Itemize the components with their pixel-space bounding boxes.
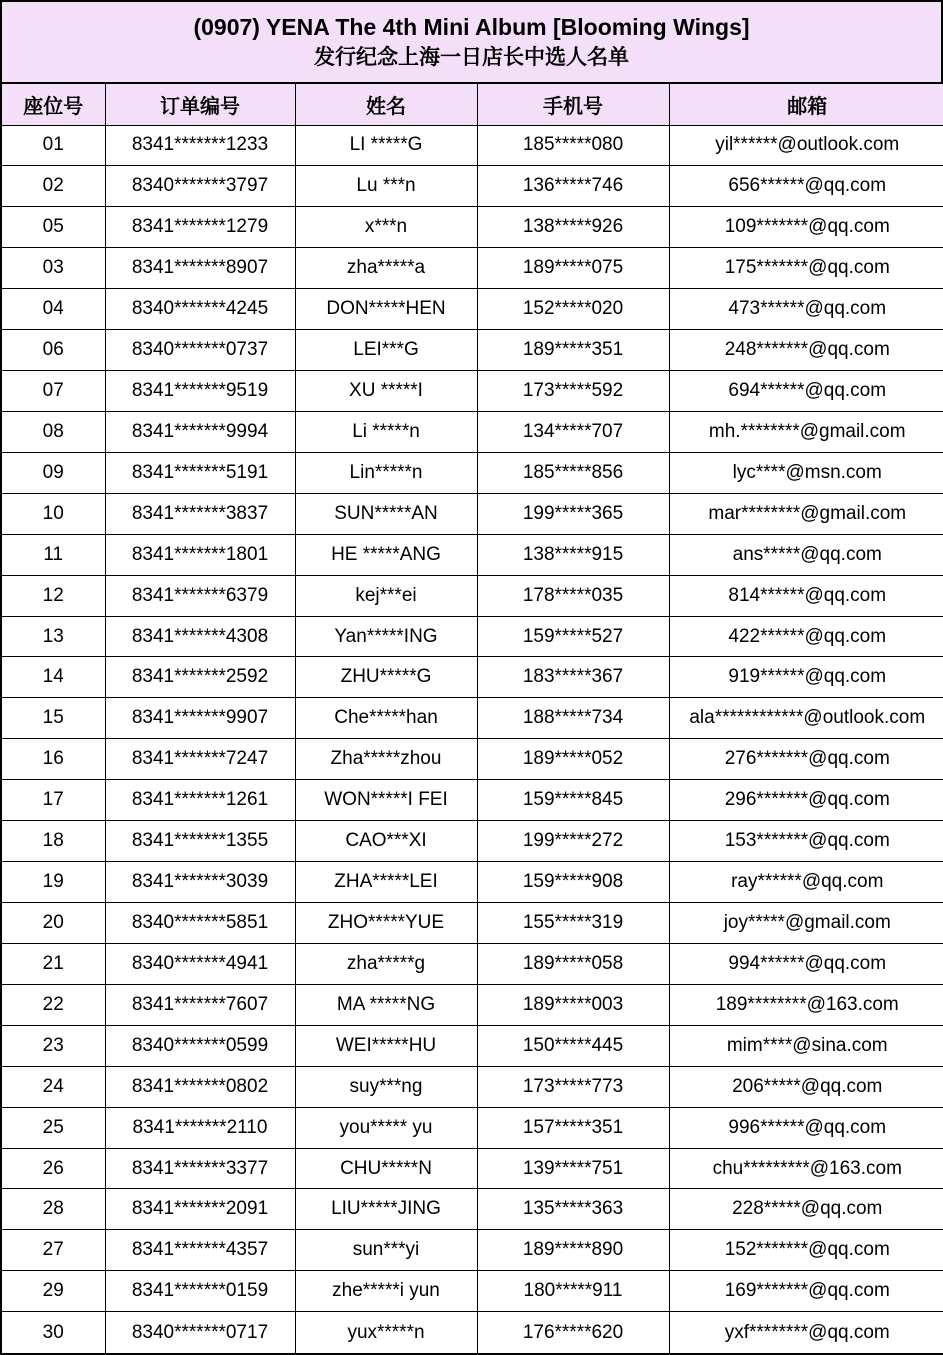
cell-order: 8341*******9994 (105, 411, 295, 452)
cell-seat: 27 (2, 1230, 105, 1271)
cell-phone: 138*****915 (477, 534, 669, 575)
cell-name: Zha*****zhou (295, 739, 477, 780)
cell-email: 473******@qq.com (669, 289, 943, 330)
cell-name: LI *****G (295, 125, 477, 166)
cell-phone: 152*****020 (477, 289, 669, 330)
cell-name: CAO***XI (295, 821, 477, 862)
cell-name: WON*****I FEI (295, 780, 477, 821)
cell-phone: 135*****363 (477, 1189, 669, 1230)
cell-name: DON*****HEN (295, 289, 477, 330)
table-row (2, 821, 943, 862)
cell-seat: 02 (2, 166, 105, 207)
cell-order: 8341*******1801 (105, 534, 295, 575)
winner-table (2, 84, 943, 1353)
cell-phone: 189*****351 (477, 330, 669, 371)
cell-seat: 04 (2, 289, 105, 330)
table-row (2, 207, 943, 248)
cell-order: 8340*******0599 (105, 1025, 295, 1066)
cell-order: 8340*******0737 (105, 330, 295, 371)
cell-phone: 188*****734 (477, 698, 669, 739)
cell-email: 228*****@qq.com (669, 1189, 943, 1230)
cell-phone: 178*****035 (477, 575, 669, 616)
table-row (2, 289, 943, 330)
cell-order: 8341*******1261 (105, 780, 295, 821)
cell-phone: 180*****911 (477, 1271, 669, 1312)
cell-email: mar********@gmail.com (669, 493, 943, 534)
cell-seat: 19 (2, 862, 105, 903)
table-row (2, 1312, 943, 1353)
cell-name: WEI*****HU (295, 1025, 477, 1066)
cell-name: SUN*****AN (295, 493, 477, 534)
cell-seat: 13 (2, 616, 105, 657)
table-row (2, 984, 943, 1025)
cell-seat: 18 (2, 821, 105, 862)
cell-order: 8341*******1233 (105, 125, 295, 166)
cell-order: 8340*******3797 (105, 166, 295, 207)
table-row (2, 943, 943, 984)
cell-order: 8341*******3377 (105, 1148, 295, 1189)
table-row (2, 1271, 943, 1312)
cell-phone: 159*****527 (477, 616, 669, 657)
table-row (2, 1025, 943, 1066)
page-title: (0907) YENA The 4th Mini Album [Blooming Wings] (193, 14, 750, 40)
cell-name: Li *****n (295, 411, 477, 452)
cell-name: kej***ei (295, 575, 477, 616)
cell-seat: 06 (2, 330, 105, 371)
cell-email: 919******@qq.com (669, 657, 943, 698)
column-header-name: 姓名 (295, 84, 477, 125)
cell-email: 996******@qq.com (669, 1107, 943, 1148)
cell-email: 296*******@qq.com (669, 780, 943, 821)
cell-seat: 23 (2, 1025, 105, 1066)
cell-email: 109*******@qq.com (669, 207, 943, 248)
cell-email: 169*******@qq.com (669, 1271, 943, 1312)
cell-name: XU *****I (295, 371, 477, 412)
table-row (2, 166, 943, 207)
cell-phone: 139*****751 (477, 1148, 669, 1189)
cell-order: 8341*******6379 (105, 575, 295, 616)
cell-phone: 189*****890 (477, 1230, 669, 1271)
cell-email: 656******@qq.com (669, 166, 943, 207)
cell-name: MA *****NG (295, 984, 477, 1025)
cell-email: mh.********@gmail.com (669, 411, 943, 452)
cell-email: yil******@outlook.com (669, 125, 943, 166)
cell-phone: 157*****351 (477, 1107, 669, 1148)
cell-phone: 199*****365 (477, 493, 669, 534)
cell-seat: 22 (2, 984, 105, 1025)
cell-order: 8341*******3039 (105, 862, 295, 903)
cell-phone: 185*****856 (477, 452, 669, 493)
cell-name: zhe*****i yun (295, 1271, 477, 1312)
cell-email: mim****@sina.com (669, 1025, 943, 1066)
cell-name: ZHO*****YUE (295, 903, 477, 944)
cell-email: 994******@qq.com (669, 943, 943, 984)
table-row (2, 1148, 943, 1189)
cell-name: zha*****g (295, 943, 477, 984)
cell-email: 175*******@qq.com (669, 248, 943, 289)
table-row (2, 248, 943, 289)
table-row (2, 739, 943, 780)
cell-phone: 189*****075 (477, 248, 669, 289)
table-row (2, 534, 943, 575)
cell-order: 8340*******4941 (105, 943, 295, 984)
cell-seat: 20 (2, 903, 105, 944)
cell-seat: 07 (2, 371, 105, 412)
table-row (2, 698, 943, 739)
cell-order: 8340*******4245 (105, 289, 295, 330)
table-row (2, 330, 943, 371)
cell-name: yux*****n (295, 1312, 477, 1353)
cell-phone: 155*****319 (477, 903, 669, 944)
cell-email: 694******@qq.com (669, 371, 943, 412)
column-header-phone: 手机号 (477, 84, 669, 125)
cell-name: suy***ng (295, 1066, 477, 1107)
cell-name: LIU*****JING (295, 1189, 477, 1230)
cell-seat: 15 (2, 698, 105, 739)
cell-seat: 12 (2, 575, 105, 616)
cell-phone: 199*****272 (477, 821, 669, 862)
cell-seat: 24 (2, 1066, 105, 1107)
cell-order: 8341*******2592 (105, 657, 295, 698)
cell-seat: 29 (2, 1271, 105, 1312)
table-row (2, 1066, 943, 1107)
cell-email: 276*******@qq.com (669, 739, 943, 780)
cell-seat: 14 (2, 657, 105, 698)
cell-email: lyc****@msn.com (669, 452, 943, 493)
cell-email: 189********@163.com (669, 984, 943, 1025)
cell-seat: 10 (2, 493, 105, 534)
cell-email: ans*****@qq.com (669, 534, 943, 575)
title-block (2, 2, 941, 84)
cell-order: 8341*******3837 (105, 493, 295, 534)
cell-name: Yan*****ING (295, 616, 477, 657)
cell-seat: 11 (2, 534, 105, 575)
column-header-order: 订单编号 (105, 84, 295, 125)
table-body (2, 125, 943, 1353)
cell-seat: 26 (2, 1148, 105, 1189)
cell-name: zha*****a (295, 248, 477, 289)
cell-seat: 09 (2, 452, 105, 493)
cell-order: 8341*******8907 (105, 248, 295, 289)
table-row (2, 657, 943, 698)
table-row (2, 903, 943, 944)
cell-phone: 136*****746 (477, 166, 669, 207)
cell-order: 8341*******2091 (105, 1189, 295, 1230)
cell-email: ray******@qq.com (669, 862, 943, 903)
table-row (2, 616, 943, 657)
cell-phone: 159*****845 (477, 780, 669, 821)
cell-email: chu*********@163.com (669, 1148, 943, 1189)
cell-name: sun***yi (295, 1230, 477, 1271)
table-row (2, 371, 943, 412)
cell-name: Lin*****n (295, 452, 477, 493)
cell-name: you***** yu (295, 1107, 477, 1148)
table-row (2, 862, 943, 903)
cell-name: ZHA*****LEI (295, 862, 477, 903)
cell-name: CHU*****N (295, 1148, 477, 1189)
cell-order: 8340*******0717 (105, 1312, 295, 1353)
cell-email: yxf********@qq.com (669, 1312, 943, 1353)
cell-name: Lu ***n (295, 166, 477, 207)
cell-phone: 173*****773 (477, 1066, 669, 1107)
cell-seat: 05 (2, 207, 105, 248)
cell-order: 8341*******1279 (105, 207, 295, 248)
page-subtitle: 发行纪念上海一日店长中选人名单 (314, 46, 629, 69)
table-row (2, 411, 943, 452)
table-row (2, 125, 943, 166)
cell-seat: 08 (2, 411, 105, 452)
cell-name: Che*****han (295, 698, 477, 739)
table-header (2, 84, 943, 125)
table-row (2, 1230, 943, 1271)
cell-order: 8341*******7247 (105, 739, 295, 780)
cell-order: 8341*******2110 (105, 1107, 295, 1148)
cell-phone: 189*****058 (477, 943, 669, 984)
cell-email: ala************@outlook.com (669, 698, 943, 739)
cell-email: 206*****@qq.com (669, 1066, 943, 1107)
column-header-seat: 座位号 (2, 84, 105, 125)
cell-order: 8341*******4308 (105, 616, 295, 657)
header-row (2, 84, 943, 125)
cell-order: 8341*******9519 (105, 371, 295, 412)
cell-order: 8341*******7607 (105, 984, 295, 1025)
cell-phone: 185*****080 (477, 125, 669, 166)
cell-seat: 17 (2, 780, 105, 821)
column-header-email: 邮箱 (669, 84, 943, 125)
cell-seat: 25 (2, 1107, 105, 1148)
table-row (2, 575, 943, 616)
cell-order: 8341*******5191 (105, 452, 295, 493)
table-row (2, 493, 943, 534)
cell-seat: 01 (2, 125, 105, 166)
cell-phone: 189*****003 (477, 984, 669, 1025)
cell-name: HE *****ANG (295, 534, 477, 575)
cell-order: 8341*******1355 (105, 821, 295, 862)
cell-email: 248*******@qq.com (669, 330, 943, 371)
cell-seat: 28 (2, 1189, 105, 1230)
cell-seat: 30 (2, 1312, 105, 1353)
cell-name: ZHU*****G (295, 657, 477, 698)
cell-name: x***n (295, 207, 477, 248)
table-row (2, 780, 943, 821)
cell-phone: 189*****052 (477, 739, 669, 780)
cell-phone: 183*****367 (477, 657, 669, 698)
cell-phone: 159*****908 (477, 862, 669, 903)
cell-phone: 150*****445 (477, 1025, 669, 1066)
cell-order: 8341*******0159 (105, 1271, 295, 1312)
cell-email: 153*******@qq.com (669, 821, 943, 862)
cell-name: LEI***G (295, 330, 477, 371)
cell-order: 8340*******5851 (105, 903, 295, 944)
table-row (2, 452, 943, 493)
cell-email: joy*****@gmail.com (669, 903, 943, 944)
cell-order: 8341*******0802 (105, 1066, 295, 1107)
cell-order: 8341*******9907 (105, 698, 295, 739)
cell-email: 814******@qq.com (669, 575, 943, 616)
table-row (2, 1107, 943, 1148)
cell-order: 8341*******4357 (105, 1230, 295, 1271)
cell-phone: 134*****707 (477, 411, 669, 452)
cell-phone: 176*****620 (477, 1312, 669, 1353)
table-row (2, 1189, 943, 1230)
cell-phone: 138*****926 (477, 207, 669, 248)
cell-seat: 21 (2, 943, 105, 984)
cell-email: 152*******@qq.com (669, 1230, 943, 1271)
cell-seat: 03 (2, 248, 105, 289)
cell-seat: 16 (2, 739, 105, 780)
cell-phone: 173*****592 (477, 371, 669, 412)
cell-email: 422******@qq.com (669, 616, 943, 657)
